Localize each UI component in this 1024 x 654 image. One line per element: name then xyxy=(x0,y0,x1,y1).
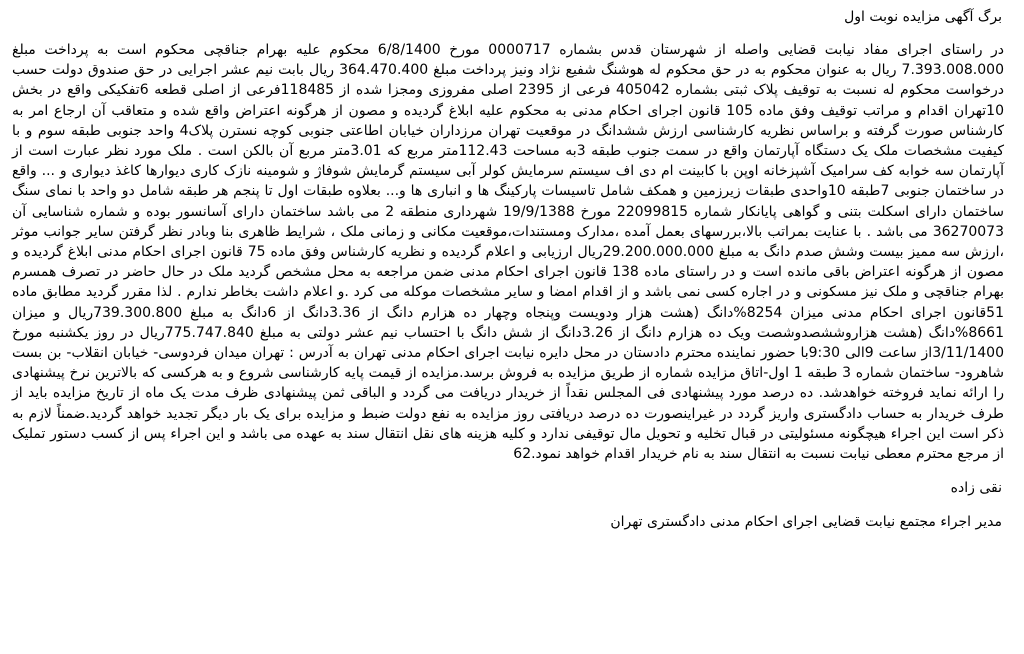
signer-title: مدیر اجراء مجتمع نیابت قضایی اجرای احکام مدنی دادگستری تهران xyxy=(610,514,1002,531)
notice-title: برگ آگهی مزایده نوبت اول xyxy=(844,9,1002,25)
signer-name: نقی زاده xyxy=(950,480,1002,497)
notice-body-paragraph: در راستای اجرای مفاد نیابت قضایی واصله از شهرستان قدس بشماره 0000717 مورخ 6/8/1400 محکوم علیه بهرام جناقچی محکوم است به پرداخت مبلغ 7.393.008.000 ریال به عنوان محکوم به در حق محکوم له هوشنگ شفیع نژاد ونیز پرداخت مبلغ 364.470.400 ریال بابت نیم عشر اجرایی در حق صندوق دولت حسب درخواست محکوم له نسبت به توقیف پلاک ثبتی بشماره 405042 فرعی از 2395 اصلی مفروزی ومجزا شده از 118485فرعی از اصلی قطعه 6تفکیکی واقع در بخش 10تهران اقدام و مراتب توقیف وفق ماده 105 قانون اجرای احکام مدنی به محکوم علیه ابلاغ گردیده و مصون از هرگونه اعتراض واقع شده و متعاقب آن ارجاع امر به کارشناس صورت گرفته و براساس نظریه کارشناسی ارزش ششدانگ در موقعیت تهران مرزداران خیابان اطاعتی جنوبی کوچه نسترن پلاک4 واحد جنوبی طبقه سوم و با کیفیت مشخصات ملک یک دستگاه آپارتمان واقع در سمت جنوب طبقه 3به مساحت 112.43متر مربع که 3.01متر مربع آن بالکن است . ملک مورد نظر عبارت است از آپارتمان سه خوابه کف سرامیک آشپزخانه اوپن با کابینت ام دی اف سیستم سرمایش کولر آبی سیستم گرمایش شوفاژ و شومینه نازک کاری دیوارها کاغذ دیواری و ... واقع در ساختمان جنوبی 7طبقه 10واحدی طبقات زیرزمین و همکف شامل تاسیسات پارکینگ ها و انباری ها و... بعلاوه طبقات اول تا پنجم هر طبقه شامل دو واحد با نمای سنگ ساختمان دارای اسکلت بتنی و گواهی پایانکار شماره 22099815 مورخ 19/9/1388 شهرداری منطقه 2 می باشد ساختمان دارای آسانسور بوده و شماره شناسایی آن 36270073 می باشد . با عنایت بمراتب بالا،بررسهای بعمل آمده ،مدارک ومستندات،موقعیت مکانی و زمانی ملک ، شرایط ظاهری بنا وبادر نظر گرفتن سایر جوانب موثر ،ارزش سه ممیز بیست وشش صدم دانگ به مبلغ 29.200.000.000ریال ارزیابی و اعلام گردیده و نظریه کارشناس وفق ماده 75 قانون اجرای احکام مدنی ابلاغ گردیده و مصون از هرگونه اعتراض باقی مانده است و در راستای ماده 138 قانون اجرای احکام مدنی ضمن مراجعه به محل مشخص گردید ملک در حال حاضر در تصرف همسرم بهرام جناقچی و ملک نیز مسکونی و در اجاره کسی نمی باشد و از اقدام امضا و سایر مشخصات موکله می کرد .و اعلام داشت بخاطر ندارم . لذا مقرر گردید مطابق ماده 51قانون اجرای احکام مدنی میزان 8254%دانگ (هشت هزار ودویست وپنجاه وچهار ده هزارم دانگ از 3.36دانگ از 6دانگ به مبلغ 739.300.800ریال و میزان 8661%دانگ (هشت هزاروششصدوشصت ویک ده هزارم دانگ از 3.26دانگ از شش دانگ با احتساب نیم عشر دولتی به مبلغ 775.747.840ریال در روز یکشنبه مورخ 3/11/1400از ساعت 9الی 9:30با حضور نماینده محترم دادستان در محل دایره نیابت اجرای احکام مدنی تهران به آدرس : تهران میدان فردوسی- خیابان انقلاب- بن بست شاهرود- ساختمان شماره 3 طبقه 1 اول-اتاق مزایده شماره از طریق مزایده به فروش برسد.مزایده از قیمت پایه کارشناسی شروع و به هرکسی که بالاترین نرخ پیشنهادی را ارائه نماید فروخته خواهدشد. ده درصد مورد پیشنهادی فی المجلس نقداً از خریدار دریافت می گردد و الباقی ثمن پیشنهادی ظرف مدت یک ماه از تاریخ مزایده باید از طرف خریدار به حساب دادگستری واریز گردد در غیراینصورت ده درصد دریافتی روز مزایده به نفع دولت ضبط و مزایده برای یک بار دیگر تجدید خواهد گردید.ضمناً لازم به ذکر است این اجراء هیچگونه مسئولیتی در قبال تخلیه و تحویل مال توقیفی ندارد و کلیه هزینه های نقل انتقال سند به عهده می باشد و این اجراء پس از کسب دستور تملیک از مرجع محترم معطی نیابت نسبت به انتقال سند به نام خریدار اقدام خواهد نمود.62 xyxy=(12,42,1005,463)
